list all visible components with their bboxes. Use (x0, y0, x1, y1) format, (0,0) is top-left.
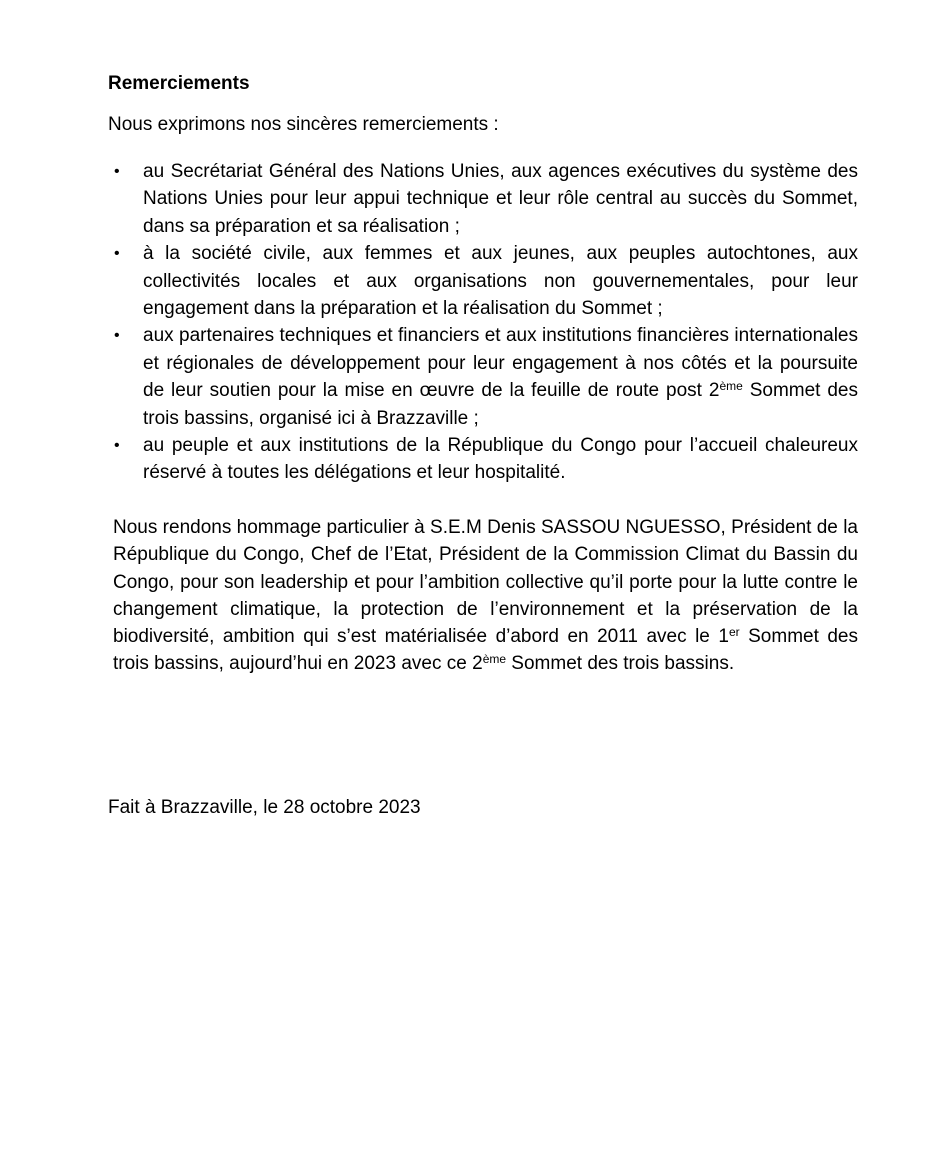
tribute-paragraph (113, 514, 858, 678)
acknowledgements-list (108, 158, 858, 487)
list-item-text: au peuple et aux institutions de la République du Congo pour l’accueil chaleureux réservé à toutes les délégations et leur hospitalité. (143, 435, 858, 484)
bullet-icon: • (114, 437, 120, 455)
bullet-icon: • (114, 163, 120, 180)
list-item (108, 240, 858, 322)
ordinal-superscript: ème (482, 652, 507, 667)
list-item (108, 322, 858, 432)
list-item (108, 432, 858, 487)
ordinal-superscript: ème (719, 378, 743, 393)
list-item-text-continued: Sommet des trois bassins, organisé ici à Brazzaville ; (143, 380, 858, 429)
intro-paragraph: Nous exprimons nos sincères remerciements : (108, 114, 499, 135)
tribute-text: Sommet des trois bassins. (506, 653, 735, 675)
list-item (108, 158, 858, 240)
tribute-text: Nous rendons hommage particulier à S.E.M Denis SASSOU NGUESSO, Président de la République du Congo, Chef de l’Etat, Président de la Commission Climat du Bassin du Congo, pour son leadership et pour l’ambition collective qu’il porte pour la lutte contre le changement climatique, la protection de l’environnement et la préservation de la biodiversité, ambition qui s’est matérialisée d’abord en 2011 avec le 1 (113, 517, 858, 648)
list-item-text: aux partenaires techniques et financiers et aux institutions financières internationales et régionales de développement pour leur engagement à nos côtés et la poursuite de leur soutien pour la mise en œuvre de la feuille de route post 2 (143, 325, 858, 402)
closing-date-line: Fait à Brazzaville, le 28 octobre 2023 (108, 797, 421, 818)
list-item-text: à la société civile, aux femmes et aux jeunes, aux peuples autochtones, aux collectivités locales et aux organisations non gouvernementales, pour leur engagement dans la préparation et la réalisation du Sommet ; (143, 243, 858, 320)
list-item-text: au Secrétariat Général des Nations Unies, aux agences exécutives du système des Nations Unies pour leur appui technique et leur rôle central au succès du Sommet, dans sa préparation et sa réalisation ; (143, 161, 858, 237)
tribute-text: Sommet des trois bassins, aujourd’hui en 2023 avec ce 2 (113, 626, 859, 675)
bullet-icon: • (114, 327, 120, 345)
section-heading: Remerciements (108, 73, 250, 94)
ordinal-superscript: er (728, 624, 740, 639)
bullet-icon: • (114, 245, 120, 263)
